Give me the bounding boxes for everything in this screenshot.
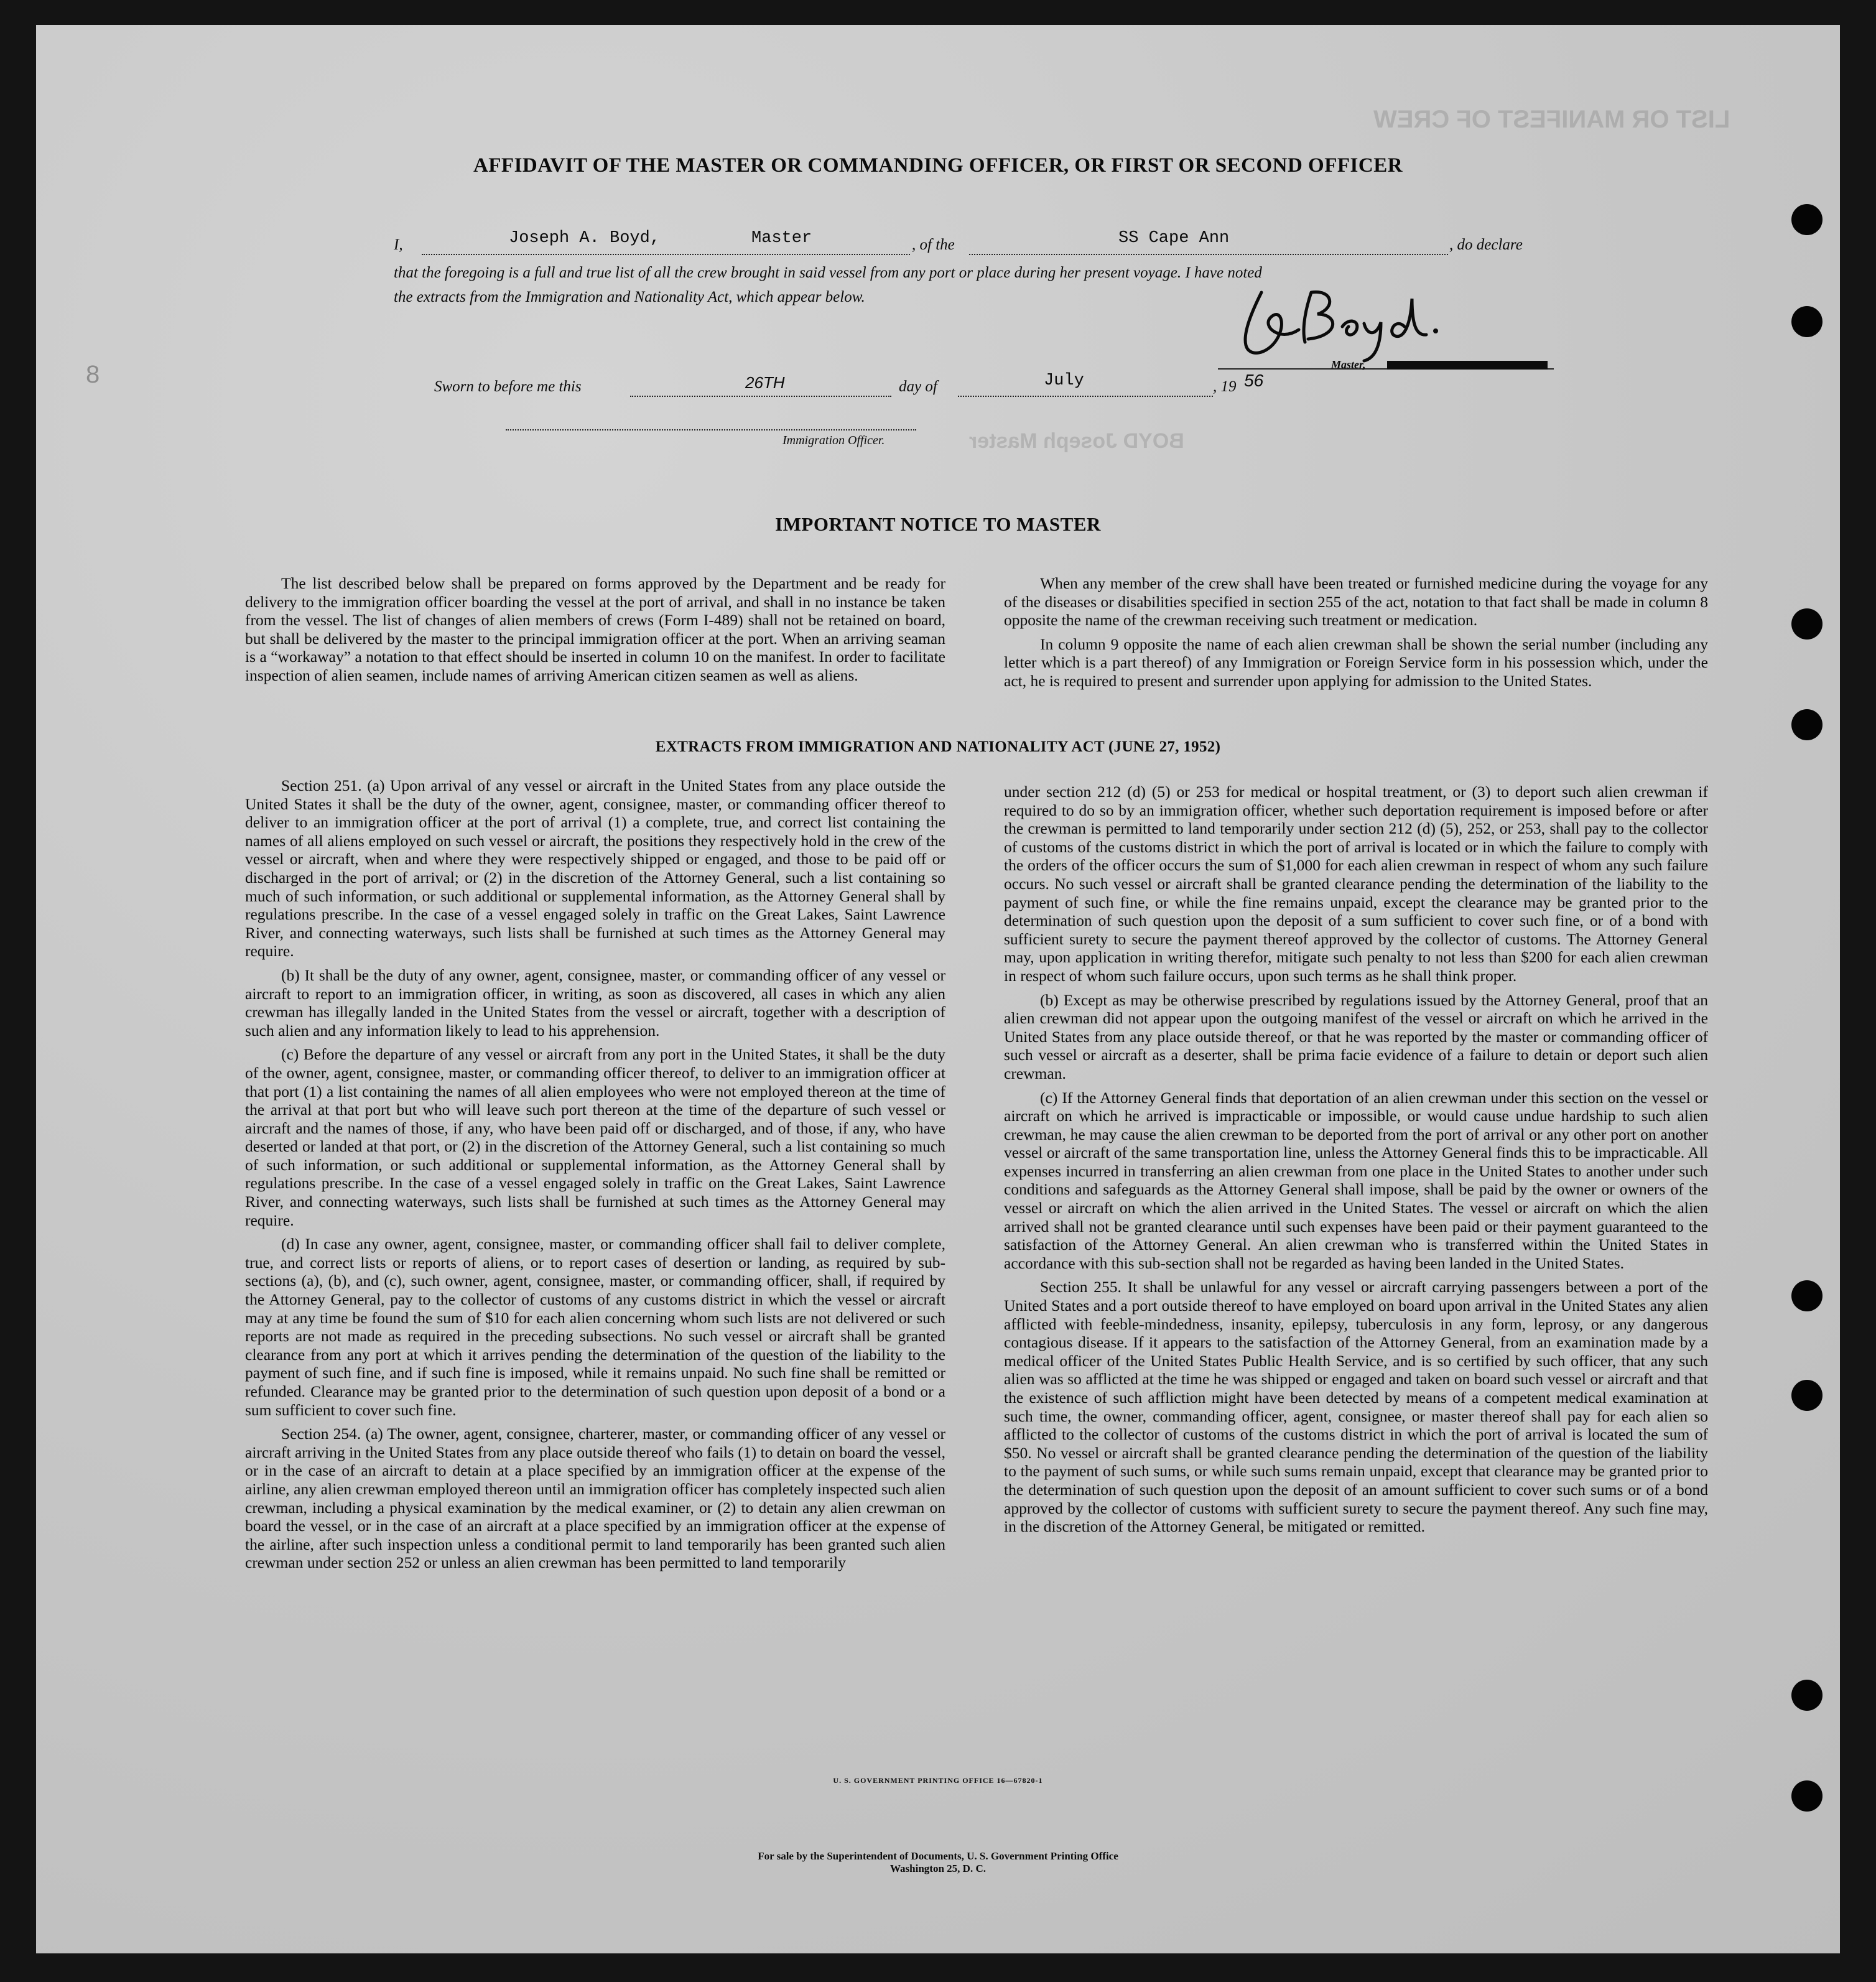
section-254-b: (b) Except as may be otherwise prescribed by regulations issued by the Attorney General, proof that an alien crewman did not appear upon the outgoing manifest of the vessel or aircraft on which he arrived in the United States from any place outside thereof, or that he was reported by the master or commanding officer of such vessel or aircraft as a deserter, shall be prima facie evidence of a failure to detain or deport such alien crewman. bbox=[1004, 990, 1708, 1082]
notice-right-paragraph-2: In column 9 opposite the name of each alien crewman shall be shown the serial number (including any letter which is a part thereof) of any Immigration or Foreign Service form in his possession which, under the act, he is required to present and surrender upon applying for admission to the United States. bbox=[1004, 635, 1708, 690]
section-254-a-continued: under section 212 (d) (5) or 253 for medical or hospital treatment, or (3) to deport such alien crewman if required to do so by an immigration officer, whether such deportation requirement is imposed before or after the crewman is permitted to land temporarily under section 212 (d) (5), 252, or 253, shall pay to the collector of customs of the customs district in which the port of arrival is located or in which the failure to comply with the orders of the officer occurs the sum of $1,000 for each alien crewman in respect of whom any such failure occurs. No such vessel or aircraft shall be granted clearance pending the determination of the liability to the payment of such fine, or while the fine remains unpaid, except the clearance may be granted prior to the determination of such question upon the deposit of a sum sufficient to cover such fine, or of a bond with sufficient surety to secure the payment thereof approved by the collector of customs. The Attorney General may, upon application in writing therefor, mitigate such penalty to not less than $200 for each alien crewman in respect of whom such failure occurs, upon such terms as he shall think proper. bbox=[1004, 783, 1708, 985]
master-name: Joseph A. Boyd, bbox=[509, 229, 661, 248]
sale-line-1: For sale by the Superintendent of Documents, U. S. Government Printing Office bbox=[758, 1850, 1118, 1862]
redaction-bar bbox=[1387, 361, 1548, 370]
name-line bbox=[422, 254, 910, 255]
section-251-d: (d) In case any owner, agent, consignee, master, or commanding officer shall fail to deliver complete, true, and correct lists or reports of aliens, or to report cases of desertion or landing, as required by sub-sections (a), (b), and (c), such owner, agent, consignee, master, or commanding officer, shall, if required by the Attorney General, pay to the collector of customs of any customs district in which the vessel or aircraft may at any time be found the sum of $10 for each alien concerning whom such lists are not delivered or such reports are not made as required in the preceding subsections. No such vessel or aircraft shall be granted clearance from any port at which it arrives pending the determination of the question of the liability to the payment of such fine, and if such fine is imposed, while it remains unpaid. No such fine shall be remitted or refunded. Clearance may be granted prior to the determination of such question upon deposit of a bond or a sum sufficient to cover such fine. bbox=[245, 1235, 945, 1419]
section-254-a: Section 254. (a) The owner, agent, consignee, charterer, master, or commanding officer of any vessel or aircraft arriving in the United States from any place outside thereof who fails (1) to detain on board the vessel, or in the case of an aircraft to detain at a place specified by an immigration officer at the expense of the airline, any alien crewman employed thereon until an immigration officer has completely inspected such alien crewman, including a physical examination by the medical examiner, or (2) to detain any alien crewman on board the vessel, or in the case of an aircraft at a place specified by an immigration officer at the expense of the airline, after such inspection unless a conditional permit to land temporarily has been granted such alien crewman under section 252 or unless an alien crewman has been permitted to land temporarily bbox=[245, 1425, 945, 1572]
punch-hole bbox=[1791, 1380, 1823, 1411]
extracts-left-column bbox=[245, 776, 945, 1578]
declare-label: , do declare bbox=[1449, 236, 1523, 253]
affidavit-line-2: that the foregoing is a full and true list of all the crew brought in said vessel from any port or place during her present voyage. I have noted bbox=[394, 264, 1262, 281]
punch-hole bbox=[1791, 608, 1823, 640]
master-label: Master, bbox=[1331, 358, 1366, 371]
vessel-line bbox=[969, 254, 1448, 255]
i-label: I, bbox=[394, 236, 403, 253]
section-254-c: (c) If the Attorney General finds that deportation of an alien crewman under this section on the vessel or aircraft on which he arrived is impracticable or impossible, or would cause undue hardship to such alien crewman, he may cause the alien crewman to be deported from the port of arrival or any other port on another vessel or aircraft of the same transportation line, unless the Attorney General finds this to be impracticable. All expenses incurred in transferring an alien crewman from one place in the United States to another under such conditions and safeguards as the Attorney General shall impose, shall be paid by the owner or owners of the vessel or aircraft on which the alien arrived in the United States. The vessel or aircraft on which the alien arrived shall not be granted clearance until such expenses have been paid or their payment guaranteed to the satisfaction of the Attorney General. An alien crewman who is transferred within the United States in accordance with this sub-section shall not be regarded as having been landed in the United States. bbox=[1004, 1088, 1708, 1272]
section-251-b: (b) It shall be the duty of any owner, agent, consignee, master, or commanding officer of any vessel or aircraft to report to an immigration officer, in writing, as soon as discovered, all cases in which any alien crewman has illegally landed in the United States from the vessel or aircraft, together with a description of such alien and any information likely to lead to his apprehension. bbox=[245, 965, 945, 1040]
sworn-day bbox=[745, 373, 785, 393]
punch-hole bbox=[1791, 204, 1823, 235]
sale-notice bbox=[36, 1850, 1840, 1875]
sale-line-2: Washington 25, D. C. bbox=[890, 1863, 986, 1874]
officer-line bbox=[506, 429, 916, 430]
of-the-label: , of the bbox=[912, 236, 955, 253]
punch-hole bbox=[1791, 1780, 1823, 1812]
section-255: Section 255. It shall be unlawful for any vessel or aircraft carrying passengers between a port of the United States and a port outside thereof to have employed on board upon arrival in the United States any alien afflicted with feeble-mindedness, insanity, epilepsy, tuberculosis in any form, leprosy, or any dangerous contagious disease. If it appears to the satisfaction of the Attorney General, from an examination made by a medical officer of the United States Public Health Service, and is so certified by such officer, that any such alien was so afflicted at the time he was shipped or engaged and taken on board such vessel or aircraft and that the existence of such affliction might have been detected by means of a competent medical examination at such time, the owner, commanding officer, agent, consignee, or master thereof shall pay for each alien so afflicted to the collector of customs of the customs district in which the port of arrival is located the sum of $50. No vessel or aircraft shall be granted clearance pending the determination of the question of the liability to the payment of such sums, or while such sums remain unpaid, except that clearance may be granted prior to the determination of such question upon the deposit of an amount sufficient to cover such sums or of a bond approved by the collector of customs with sufficient surety to secure the payment thereof. Any such fine may, in the discretion of the Attorney General, be mitigated or remitted. bbox=[1004, 1278, 1708, 1536]
sworn-label: Sworn to before me this bbox=[434, 378, 582, 395]
section-251-a: Section 251. (a) Upon arrival of any vessel or aircraft in the United States from any place outside the United States it shall be the duty of the owner, agent, consignee, master, or commanding officer thereof to deliver to an immigration officer at the port of arrival (1) a complete, true, and correct list containing the names of all aliens employed on such vessel or aircraft, the positions they respectively hold in the crew of the vessel or aircraft, when and where they were respectively shipped or engaged, and those to be paid off or discharged in the port of arrival; or (2) in the discretion of the Attorney General, such a list containing so much of such information, or such additional or supplemental information, as the Attorney General shall by regulations prescribe. In the case of a vessel engaged solely in traffic on the Great Lakes, Saint Lawrence River, and connecting waterways, such lists shall be furnished at such times as the Attorney General may require. bbox=[245, 776, 945, 961]
notice-right-column bbox=[1004, 574, 1708, 696]
punch-hole bbox=[1791, 306, 1823, 337]
notice-left-column bbox=[245, 574, 945, 691]
year-suffix: 56 bbox=[1244, 371, 1264, 390]
bleed-through: LIST OR MANIFEST OF CREW bbox=[1373, 106, 1730, 133]
punch-hole bbox=[1791, 1280, 1823, 1311]
bleed-through: BOYD Joseph Master bbox=[969, 429, 1184, 453]
officer-label: Immigration Officer. bbox=[782, 434, 885, 447]
notice-title: IMPORTANT NOTICE TO MASTER bbox=[775, 513, 1101, 535]
sworn-day-value: 26TH bbox=[745, 373, 785, 392]
year-prefix: , 19 bbox=[1213, 378, 1237, 395]
affidavit-title: AFFIDAVIT OF THE MASTER OR COMMANDING OFFICER, OR FIRST OR SECOND OFFICER bbox=[473, 154, 1403, 177]
gpo-imprint: U. S. GOVERNMENT PRINTING OFFICE 16—67820-1 bbox=[833, 1776, 1043, 1785]
master-rank: Master bbox=[751, 229, 812, 248]
affidavit-line-3: the extracts from the Immigration and Nationality Act, which appear below. bbox=[394, 289, 865, 305]
extracts-title: EXTRACTS FROM IMMIGRATION AND NATIONALITY ACT (JUNE 27, 1952) bbox=[655, 738, 1221, 755]
extracts-right-column bbox=[1004, 783, 1708, 1542]
punch-hole bbox=[1791, 1680, 1823, 1711]
day-of-label: day of bbox=[899, 378, 937, 395]
notice-right-paragraph-1: When any member of the crew shall have been treated or furnished medicine during the voyage for any of the diseases or disabilities specified in section 255 of the act, notation to that fact shall be made in column 8 opposite the name of the crewman receiving such treatment or medication. bbox=[1004, 574, 1708, 630]
sworn-month: July bbox=[1044, 371, 1084, 390]
document-page bbox=[36, 25, 1840, 1953]
margin-mark: 8 bbox=[86, 361, 100, 388]
vessel-name: SS Cape Ann bbox=[1118, 229, 1230, 248]
month-line bbox=[958, 396, 1213, 397]
punch-hole bbox=[1791, 709, 1823, 740]
master-signature bbox=[1218, 274, 1479, 367]
day-line bbox=[630, 396, 891, 397]
notice-left-paragraph: The list described below shall be prepared on forms approved by the Department and be ready for delivery to the immigration officer boarding the vessel at the port of arrival, and shall in no instance be taken from the vessel. The list of changes of alien members of crews (Form I-489) shall not be retained on board, but shall be delivered by the master to the principal immigration officer at the port. When an arriving seaman is a “workaway” a notation to that effect should be inserted in column 10 on the manifest. In order to facilitate inspection of alien seamen, include names of arriving American citizen seamen as well as aliens. bbox=[245, 574, 945, 684]
section-251-c: (c) Before the departure of any vessel or aircraft from any port in the United States, it shall be the duty of the owner, agent, consignee, master, or commanding officer thereof, to deliver to an immigration officer at that port (1) a list containing the names of all alien employees who were not employed thereon at the time of the arrival at that port but who will leave such port thereon at the time of the departure of such vessel or aircraft and the names of those, if any, who have been paid off or discharged, and of those, if any, who have deserted or landed at that port, or (2) in the discretion of the Attorney General, such a list containing so much of such information, or such additional or supplemental information, as the Attorney General shall by regulations prescribe. In the case of a vessel engaged solely in traffic on the Great Lakes, Saint Lawrence River, and connecting waterways, such lists shall be furnished at such times as the Attorney General may require. bbox=[245, 1045, 945, 1229]
